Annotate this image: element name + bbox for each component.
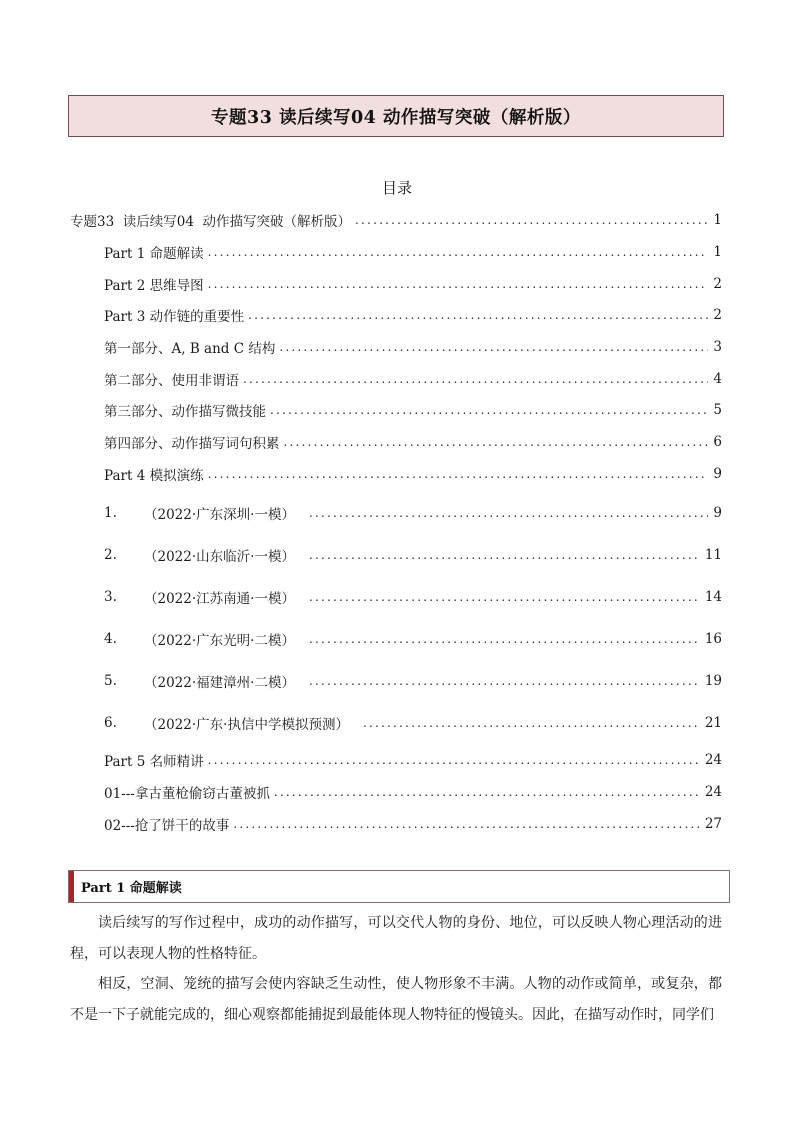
- toc-entry[interactable]: [70, 813, 722, 835]
- toc-leader-dots: [279, 340, 708, 354]
- document-title: 专题33 读后续写04 动作描写突破（解析版）: [211, 107, 581, 128]
- toc-leader-dots: [270, 403, 708, 417]
- toc-entry-index: 3.: [104, 589, 117, 605]
- toc-leader-dots: [355, 213, 708, 227]
- toc-entry[interactable]: [70, 336, 722, 358]
- toc-entry-label: 第二部分、使用非谓语: [104, 373, 239, 389]
- toc-page-number: 9: [713, 466, 722, 482]
- toc-page-number: 1: [713, 244, 722, 260]
- toc-leader-dots: [363, 716, 701, 730]
- toc-page-number: 16: [704, 631, 722, 647]
- toc-entry-label: 专题33 读后续写04 动作描写突破（解析版）: [70, 214, 352, 230]
- toc-leader-dots: [248, 308, 708, 322]
- toc-leader-dots: [309, 548, 701, 562]
- toc-entry-label: Part 5 名师精讲: [104, 754, 204, 770]
- toc-entry-label: Part 1 命题解读: [104, 246, 204, 262]
- toc-entry-label: （2022·广东光明·二模）: [144, 633, 295, 649]
- toc-entry[interactable]: [70, 544, 722, 566]
- toc-page-number: 9: [713, 505, 722, 521]
- toc-leader-dots: [208, 245, 708, 259]
- toc-leader-dots: [274, 785, 701, 799]
- toc-entry-label: （2022·福建漳州·二模）: [144, 675, 295, 691]
- toc-page-number: 2: [713, 276, 722, 292]
- toc-leader-dots: [243, 372, 708, 386]
- toc-page-number: 2: [713, 307, 722, 323]
- toc-leader-dots: [309, 632, 701, 646]
- toc-entry-label: 02---抢了饼干的故事: [104, 818, 230, 834]
- toc-entry-label: （2022·广东·执信中学模拟预测）: [144, 717, 349, 733]
- toc-entry-label: Part 4 模拟演练: [104, 468, 204, 484]
- toc-entry-label: Part 3 动作链的重要性: [104, 309, 245, 325]
- toc-entry-index: 2.: [104, 547, 117, 563]
- toc-entry[interactable]: [70, 273, 722, 295]
- toc-entry[interactable]: [70, 749, 722, 771]
- toc-entry-label: Part 2 思维导图: [104, 278, 204, 294]
- toc-entry[interactable]: [70, 399, 722, 421]
- toc-entry[interactable]: [70, 670, 722, 692]
- toc-entry[interactable]: [70, 368, 722, 390]
- toc-entry[interactable]: [70, 463, 722, 485]
- toc-entry-label: （2022·广东深圳·一模）: [144, 507, 295, 523]
- toc-entry[interactable]: [70, 304, 722, 326]
- toc-page-number: 14: [704, 589, 722, 605]
- toc-leader-dots: [309, 674, 701, 688]
- toc-entry-index: 4.: [104, 631, 117, 647]
- toc-page-number: 11: [704, 547, 722, 563]
- toc-leader-dots: [309, 506, 708, 520]
- body-paragraph: 相反，空洞、笼统的描写会使内容缺乏生动性，使人物形象不丰满。人物的动作或简单，或复杂，都不是一下子就能完成的，细心观察都能捕捉到最能体现人物特征的慢镜头。因此，在描写动作时，同学们: [70, 976, 722, 1023]
- toc-entry-label: 第三部分、动作描写微技能: [104, 404, 266, 420]
- toc-entry-label: （2022·山东临沂·一模）: [144, 549, 295, 565]
- toc-entry[interactable]: [70, 712, 722, 734]
- toc-leader-dots: [208, 467, 708, 481]
- section-heading-bar: [68, 870, 730, 903]
- toc-heading: 目录: [381, 179, 412, 197]
- section-accent-stripe: [69, 871, 74, 902]
- toc-entry-label: 01---拿古董枪偷窃古董被抓: [104, 786, 270, 802]
- toc-entry[interactable]: [70, 209, 722, 231]
- toc-page-number: 21: [704, 715, 722, 731]
- toc-leader-dots: [208, 753, 701, 767]
- toc-entry[interactable]: [70, 502, 722, 524]
- toc-entry[interactable]: [70, 241, 722, 263]
- toc-page-number: 4: [713, 371, 722, 387]
- body-paragraph: 读后续写的写作过程中，成功的动作描写，可以交代人物的身份、地位，可以反映人物心理活动的进程，可以表现人物的性格特征。: [70, 915, 722, 962]
- toc-entry[interactable]: [70, 586, 722, 608]
- toc-page-number: 19: [704, 673, 722, 689]
- toc-page-number: 6: [713, 434, 722, 450]
- toc-leader-dots: [208, 277, 708, 291]
- toc-entry-label: 第四部分、动作描写词句积累: [104, 436, 280, 452]
- toc-leader-dots: [284, 435, 709, 449]
- toc-entry[interactable]: [70, 781, 722, 803]
- toc-page-number: 24: [704, 784, 722, 800]
- toc-entry-index: 1.: [104, 505, 117, 521]
- toc-leader-dots: [309, 590, 701, 604]
- toc-page-number: 27: [704, 816, 722, 832]
- toc-leader-dots: [233, 817, 700, 831]
- toc-page-number: 1: [713, 212, 722, 228]
- toc-page-number: 3: [713, 339, 722, 355]
- toc-entry-label: 第一部分、A, B and C 结构: [104, 341, 276, 357]
- toc-page-number: 24: [704, 752, 722, 768]
- toc-entry[interactable]: [70, 431, 722, 453]
- document-title-box: [68, 95, 724, 137]
- toc-entry-index: 6.: [104, 715, 117, 731]
- toc-page-number: 5: [713, 402, 722, 418]
- toc-entry-label: （2022·江苏南通·一模）: [144, 591, 295, 607]
- toc-entry[interactable]: [70, 628, 722, 650]
- toc-entry-index: 5.: [104, 673, 117, 689]
- section-heading: Part 1 命题解读: [81, 881, 182, 896]
